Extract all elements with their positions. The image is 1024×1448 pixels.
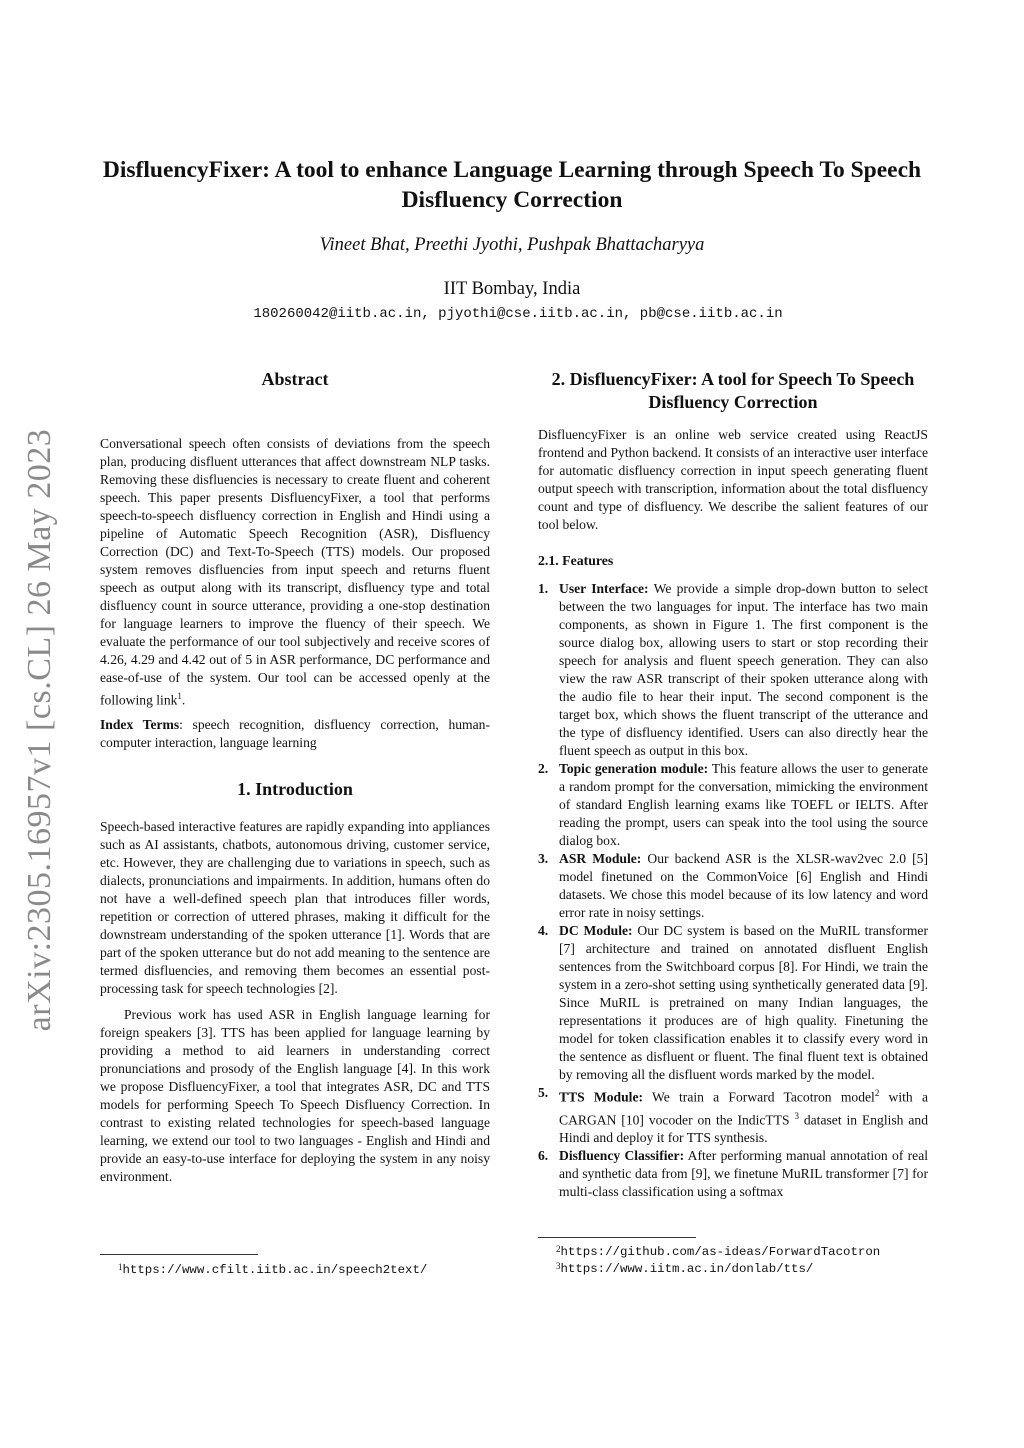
abstract-heading: Abstract: [261, 369, 329, 389]
abstract-end: .: [181, 692, 186, 708]
feature-item: 2. Topic generation module: This feature allows the user to generate a random prompt for the conversation, mimicking the environment of standard English learning exams like TOEFL or IELTS. After reading the prompt, users can speak into the tool using the source dialog box.: [538, 761, 928, 848]
right-column: [538, 368, 928, 1201]
intro-paragraph-1: Speech-based interactive features are rapidly expanding into appliances such as AI assistants, chatbots, autonomous driving, customer service, etc. However, they are challenging due to variations in speech, such as dialects, pronunciations and impairments. In addition, humans often do not have a well-defined speech plan that introduces filler words, repetition or correction of uttered phrases, making it difficult for the downstream understanding of the spoken utterance [1]. Words that are part of the spoken utterance but do not add meaning to the sentence are termed disfluencies, and removing them becomes an essential post-processing task for speech technologies [2].: [100, 818, 490, 996]
paper-authors: Vineet Bhat, Preethi Jyothi, Pushpak Bhattacharyya: [319, 235, 705, 255]
footnote-2-link[interactable]: https://github.com/as-ideas/ForwardTacotron: [560, 1245, 881, 1259]
introduction-heading: 1. Introduction: [237, 778, 353, 799]
section2-heading: 2. DisfluencyFixer: A tool for Speech To Speech Disfluency Correction: [551, 369, 915, 412]
feature-item: 5. TTS Module: We train a Forward Tacotron model$^2$ with a CARGAN [10] vocoder on the IndicTTS $^3$ dataset in English and Hindi and deploy it for TTS synthesis.: [538, 1085, 928, 1146]
section2-paragraph: DisfluencyFixer is an online web service created using ReactJS frontend and Python backend. It consists of an interactive user interface for automatic disfluency correction in input speech generating fluent output speech with transcription, information about the total disfluency count and type of disfluency. We describe the salient features of our tool below.: [538, 427, 928, 532]
footnote-2: $^2$https://github.com/as-ideas/ForwardTacotron: [556, 1244, 881, 1259]
arxiv-identifier: arXiv:2305.16957v1 [cs.CL] 26 May 2023: [21, 428, 58, 1032]
feature-item: 1. User Interface: We provide a simple drop-down button to select between the two languages for input. The interface has two main components, as shown in Figure 1. The first component is the source dialog box, allowing users to start or stop recording their speech for analysis and fluent speech generation. They can also view the raw ASR transcript of their spoken utterance along with the audio file to hear their input. The second component is the target box, which shows the fluent transcript of the utterance and the type of disfluency identified. Users can also directly hear the fluent speech as output in this box.: [538, 581, 928, 758]
left-column: [100, 368, 490, 1186]
intro-paragraph-2: Previous work has used ASR in English language learning for foreign speakers [3]. TTS has been applied for language learning by providing a method to aid learners in understanding correct pronunciations and prosody of the English language [4]. In this work we propose DisfluencyFixer, a tool that integrates ASR, DC and TTS models for performing Speech To Speech Disfluency Correction. In contrast to existing related technologies for speech-based language learning, we extend our tool to two languages - English and Hindi and provide an easy-to-use interface for deploying the system in any noisy environment.: [100, 1006, 490, 1184]
paper-affiliation: IIT Bombay, India: [443, 279, 581, 299]
footnote-mark-1: 1: [177, 691, 182, 701]
paper-title: DisfluencyFixer: A tool to enhance Language Learning through Speech To Speech Disfluency Correction: [102, 157, 922, 213]
abstract-text: Conversational speech often consists of deviations from the speech plan, producing disfluent utterances that affect downstream NLP tasks. Removing these disfluencies is necessary to create fluent and coherent speech. This paper presents DisfluencyFixer, a tool that performs speech-to-speech disfluency correction in English and Hindi using a pipeline of Automatic Speech Recognition (ASR), Disfluency Correction (DC) and Text-To-Speech (TTS) models. Our proposed system removes disfluencies from input speech and returns fluent speech as output along with its transcript, disfluency type and total disfluency count in source utterance, providing a one-stop destination for language learners to improve the fluency of their speech. We evaluate the performance of our tool subjectively and receive scores of 4.26, 4.29 and 4.42 out of 5 in ASR performance, DC performance and ease-of-use of the system. Our tool can be accessed openly at the following link: [100, 436, 490, 708]
index-terms-text: : speech recognition, disfluency correction, human-computer interaction, language learning: [100, 716, 490, 750]
footnote-rule-right: [538, 1237, 696, 1238]
author-emails: 180260042@iitb.ac.in, pjyothi@cse.iitb.ac.in, pb@cse.iitb.ac.in: [253, 306, 783, 322]
footnote-1-link[interactable]: https://www.cfilt.iitb.ac.in/speech2text/: [122, 1263, 428, 1277]
abstract-body: [100, 435, 490, 710]
features-heading: 2.1. Features: [538, 553, 614, 568]
footnote-3: $^3$https://www.iitm.ac.in/donlab/tts/: [556, 1261, 814, 1276]
index-terms-label: Index Terms: [100, 716, 180, 732]
feature-item: 4. DC Module: Our DC system is based on the MuRIL transformer [7] architecture and trained on annotated disfluent English sentences from the Switchboard corpus [8]. For Hindi, we train the system in a zero-shot setting using synthetically generated data [9]. Since MuRIL is pretrained on many Indian languages, the representations it produces are of high quality. Finetuning the model for token classification enables it to classify every word in the sentence as disfluent or fluent. The final fluent text is obtained by removing all the disfluent words marked by the model.: [538, 923, 928, 1082]
index-terms: [100, 716, 490, 752]
footnote-3-link[interactable]: https://www.iitm.ac.in/donlab/tts/: [560, 1262, 814, 1276]
feature-item: 3. ASR Module: Our backend ASR is the XLSR-wav2vec 2.0 [5] model finetuned on the CommonVoice [6] English and Hindi datasets. We chose this model because of its low latency and word error rate in noisy settings.: [538, 851, 928, 920]
footnote-1: $^1$https://www.cfilt.iitb.ac.in/speech2text/: [118, 1262, 428, 1277]
feature-item: 6. Disfluency Classifier: After performing manual annotation of real and synthetic data from [9], we finetune MuRIL transformer [7] for multi-class classification using a softmax: [538, 1148, 929, 1200]
features-list: [538, 580, 928, 1201]
footnote-rule-left: [100, 1254, 258, 1255]
